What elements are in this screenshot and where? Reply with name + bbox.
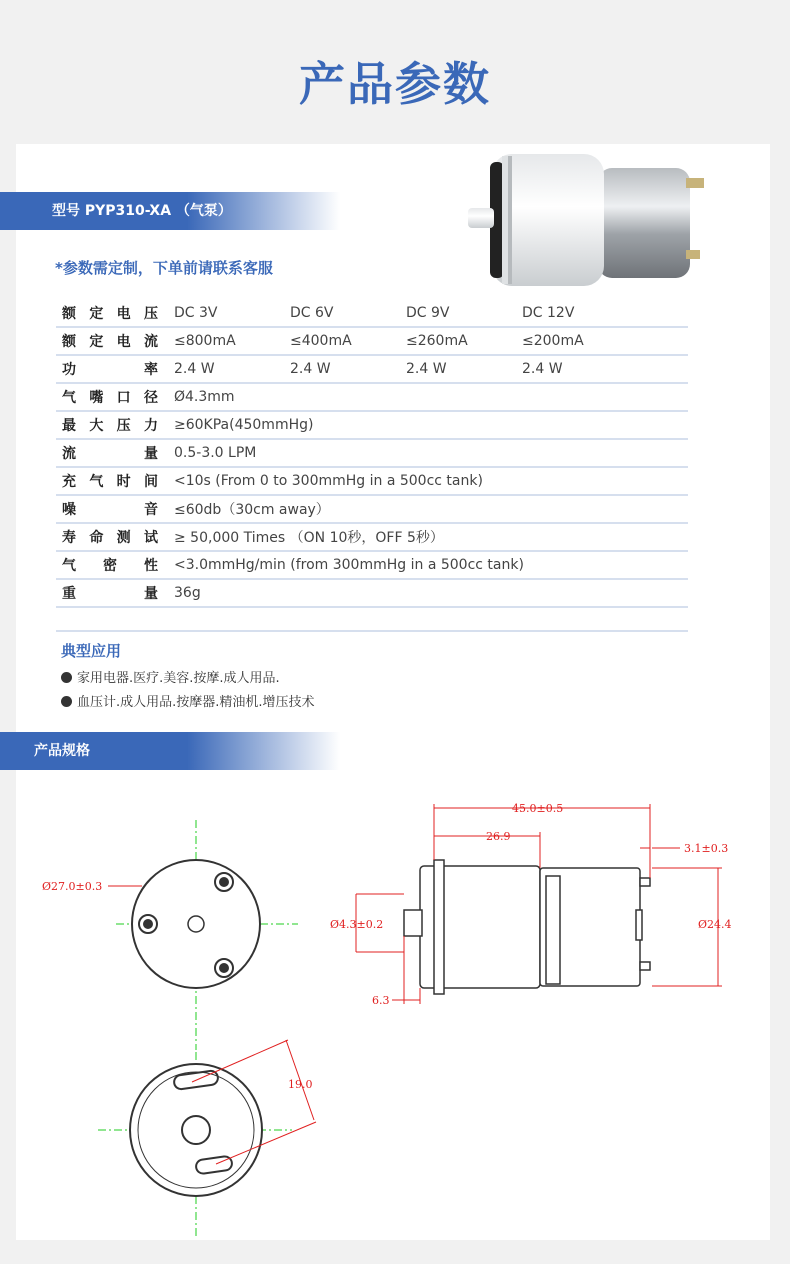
table-row bbox=[56, 355, 688, 383]
table-row bbox=[56, 411, 688, 439]
spec-label: 额定电压 bbox=[56, 300, 174, 327]
spec-value: ≤260mA bbox=[406, 327, 522, 355]
spec-label: 功率 bbox=[56, 355, 174, 383]
spec-value: ≤800mA bbox=[174, 327, 290, 355]
table-row bbox=[56, 579, 688, 607]
dim-nozzle-length: 6.3 bbox=[372, 994, 390, 1007]
spec-label: 流量 bbox=[56, 439, 174, 467]
bullet-icon bbox=[61, 696, 72, 707]
spec-value: DC 9V bbox=[406, 300, 522, 327]
dim-front-diameter: Ø27.0±0.3 bbox=[42, 880, 103, 893]
spec-label: 充气时间 bbox=[56, 467, 174, 495]
spec-value: DC 12V bbox=[522, 300, 688, 327]
application-text: 血压计.成人用品.按摩器.精油机.增压技术 bbox=[77, 695, 315, 710]
spec-label: 最大压力 bbox=[56, 411, 174, 439]
table-row bbox=[56, 523, 688, 551]
table-row bbox=[56, 607, 688, 631]
table-row bbox=[56, 467, 688, 495]
spec-value: <3.0mmHg/min (from 300mmHg in a 500cc tank) bbox=[174, 551, 688, 579]
spec-value: 0.5-3.0 LPM bbox=[174, 439, 688, 467]
spec-value: 36g bbox=[174, 579, 688, 607]
dim-nozzle-diameter: Ø4.3±0.2 bbox=[330, 918, 384, 931]
spec-table bbox=[56, 300, 688, 632]
table-row bbox=[56, 327, 688, 355]
bullet-icon bbox=[61, 672, 72, 683]
rear-view bbox=[130, 1064, 262, 1196]
application-text: 家用电器.医疗.美容.按摩.成人用品. bbox=[77, 671, 280, 686]
spec-label: 气密性 bbox=[56, 551, 174, 579]
spec-value: ≤200mA bbox=[522, 327, 688, 355]
model-banner: 型号 PYP310-XA （气泵） bbox=[0, 192, 340, 230]
spec-value: ≤60db（30cm away） bbox=[174, 495, 688, 523]
spec-label: 气嘴口径 bbox=[56, 383, 174, 411]
dim-terminal-offset: 3.1±0.3 bbox=[684, 842, 729, 855]
table-row bbox=[56, 495, 688, 523]
spec-value: ≥ 50,000 Times （ON 10秒，OFF 5秒） bbox=[174, 523, 688, 551]
applications-title: 典型应用 bbox=[61, 642, 122, 660]
technical-drawing bbox=[16, 790, 770, 1240]
product-photo bbox=[468, 150, 708, 290]
spec-value: <10s (From 0 to 300mmHg in a 500cc tank) bbox=[174, 467, 688, 495]
spec-value: DC 6V bbox=[290, 300, 406, 327]
spec-value: 2.4 W bbox=[522, 355, 688, 383]
dim-total-length: 45.0±0.5 bbox=[512, 802, 564, 815]
table-row bbox=[56, 383, 688, 411]
spec-label: 额定电流 bbox=[56, 327, 174, 355]
table-row bbox=[56, 300, 688, 327]
application-item bbox=[61, 691, 315, 710]
spec-value: Ø4.3mm bbox=[174, 383, 688, 411]
table-row bbox=[56, 439, 688, 467]
side-view bbox=[404, 860, 650, 994]
front-view bbox=[132, 860, 260, 988]
custom-note: *参数需定制，下单前请联系客服 bbox=[55, 259, 273, 277]
spec-section-banner: 产品规格 bbox=[0, 732, 340, 770]
dim-motor-diameter: Ø24.4 bbox=[698, 918, 732, 931]
spec-label: 重量 bbox=[56, 579, 174, 607]
page-title: 产品参数 bbox=[299, 57, 491, 111]
spec-value: ≤400mA bbox=[290, 327, 406, 355]
table-row bbox=[56, 551, 688, 579]
spec-value: 2.4 W bbox=[406, 355, 522, 383]
spec-value: 2.4 W bbox=[174, 355, 290, 383]
spec-label: 寿命测试 bbox=[56, 523, 174, 551]
dim-hole-spacing: 19.0 bbox=[288, 1078, 313, 1091]
application-item bbox=[61, 667, 280, 686]
spec-label: 噪音 bbox=[56, 495, 174, 523]
spec-value: ≥60KPa(450mmHg) bbox=[174, 411, 688, 439]
dim-body-length: 26.9 bbox=[486, 830, 511, 843]
spec-value: DC 3V bbox=[174, 300, 290, 327]
spec-value: 2.4 W bbox=[290, 355, 406, 383]
